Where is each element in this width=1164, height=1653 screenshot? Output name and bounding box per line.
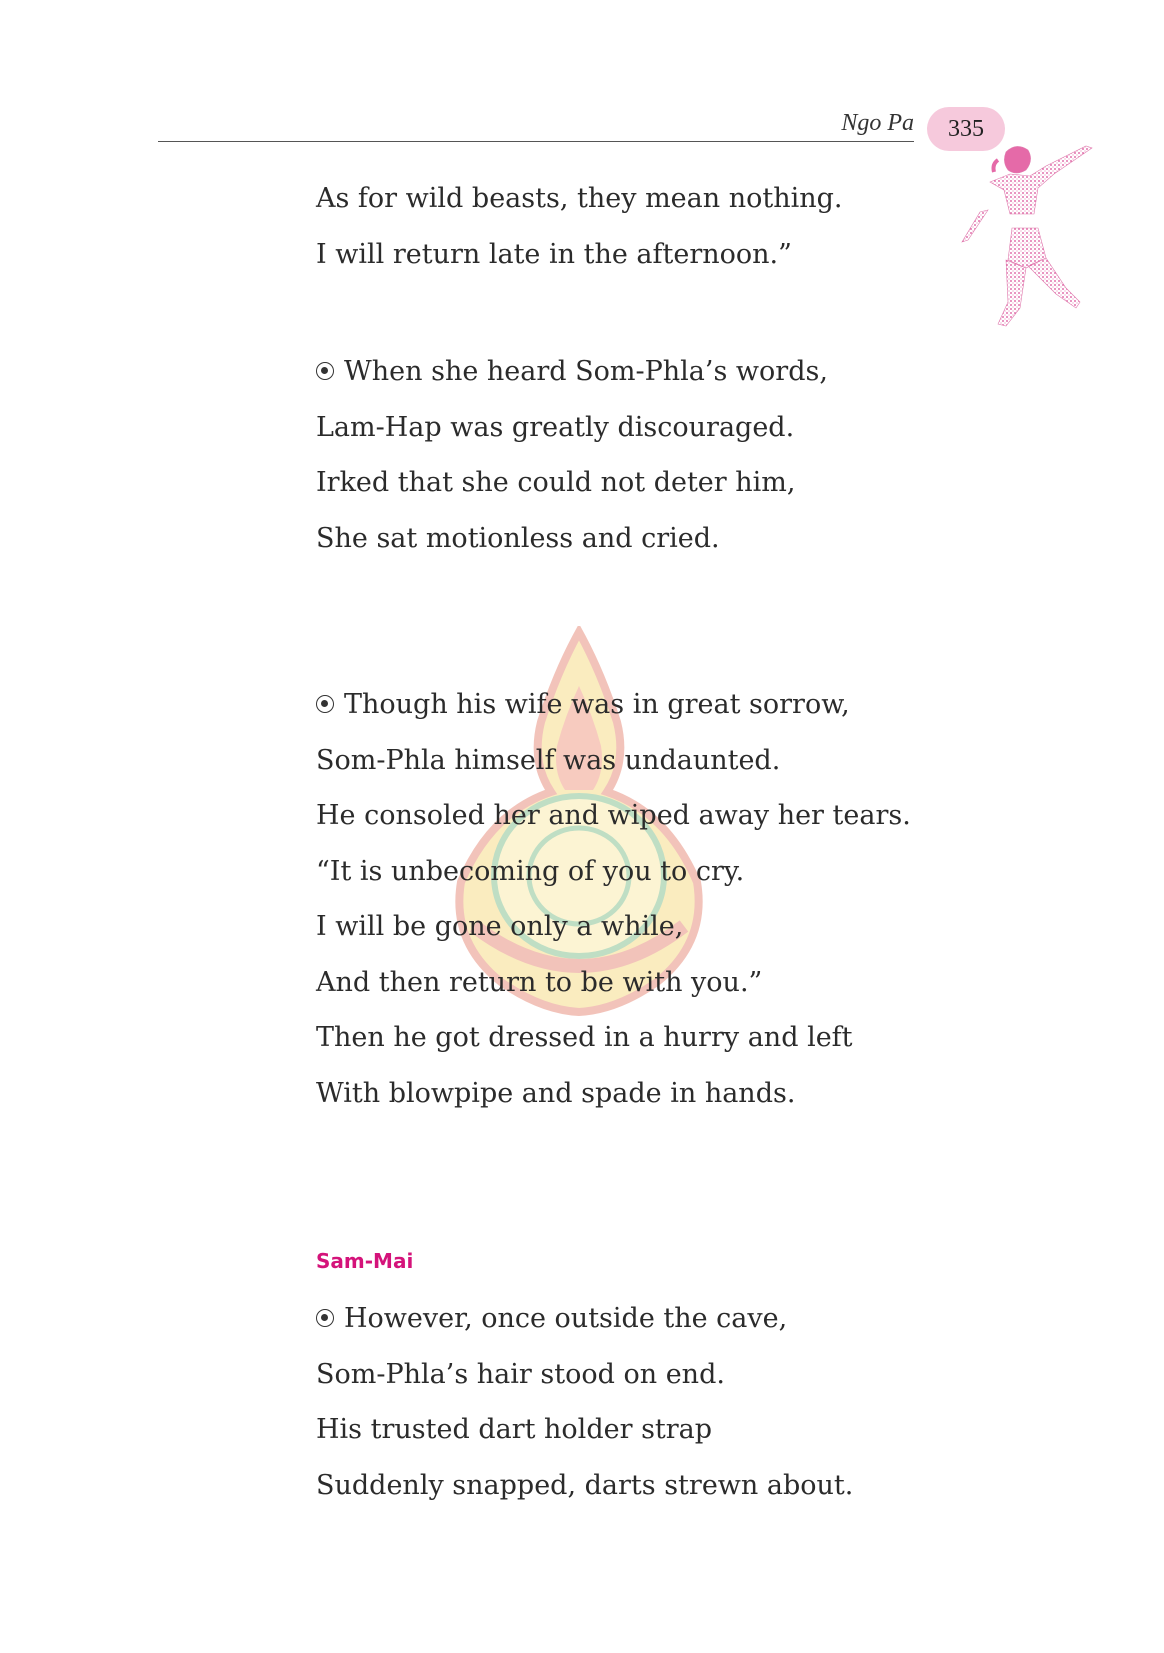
bullet-icon bbox=[316, 362, 334, 380]
stanza-4 bbox=[316, 1291, 853, 1513]
verse-line: Though his wife was in great sorrow, bbox=[344, 689, 850, 720]
stanza-2 bbox=[316, 344, 828, 566]
verse-line: Lam-Hap was greatly discouraged. bbox=[316, 411, 795, 443]
verse-line: Suddenly snapped, darts strewn about. bbox=[316, 1469, 854, 1501]
verse-line: And then return to be with you.” bbox=[316, 966, 763, 998]
stanza-3 bbox=[316, 677, 911, 1121]
verse-line: Then he got dressed in a hurry and left bbox=[316, 1022, 853, 1053]
bullet-icon bbox=[316, 1309, 334, 1327]
verse-line: Som-Phla himself was undaunted. bbox=[316, 744, 781, 776]
verse-line: As for wild beasts, they mean nothing. bbox=[316, 183, 843, 214]
verse-line: When she heard Som-Phla’s words, bbox=[344, 356, 828, 387]
verse-line: “It is unbecoming of you to cry. bbox=[316, 855, 745, 887]
dancer-illustration-icon bbox=[958, 140, 1118, 345]
verse-line: Som-Phla’s hair stood on end. bbox=[316, 1358, 725, 1390]
verse-line: I will return late in the afternoon.” bbox=[316, 238, 792, 270]
section-heading: Sam-Mai bbox=[316, 1249, 414, 1273]
header-rule bbox=[158, 141, 914, 142]
running-title: Ngo Pa bbox=[841, 110, 914, 136]
verse-line: Irked that she could not deter him, bbox=[316, 467, 796, 498]
verse-line: However, once outside the cave, bbox=[344, 1303, 788, 1334]
verse-line: With blowpipe and spade in hands. bbox=[316, 1077, 796, 1109]
page-number-badge: 335 bbox=[927, 107, 1005, 151]
verse-line: She sat motionless and cried. bbox=[316, 522, 720, 554]
stanza-1 bbox=[316, 171, 843, 282]
bullet-icon bbox=[316, 695, 334, 713]
verse-line: He consoled her and wiped away her tears. bbox=[316, 800, 911, 831]
verse-line: I will be gone only a while, bbox=[316, 911, 684, 942]
verse-line: His trusted dart holder strap bbox=[316, 1414, 713, 1445]
